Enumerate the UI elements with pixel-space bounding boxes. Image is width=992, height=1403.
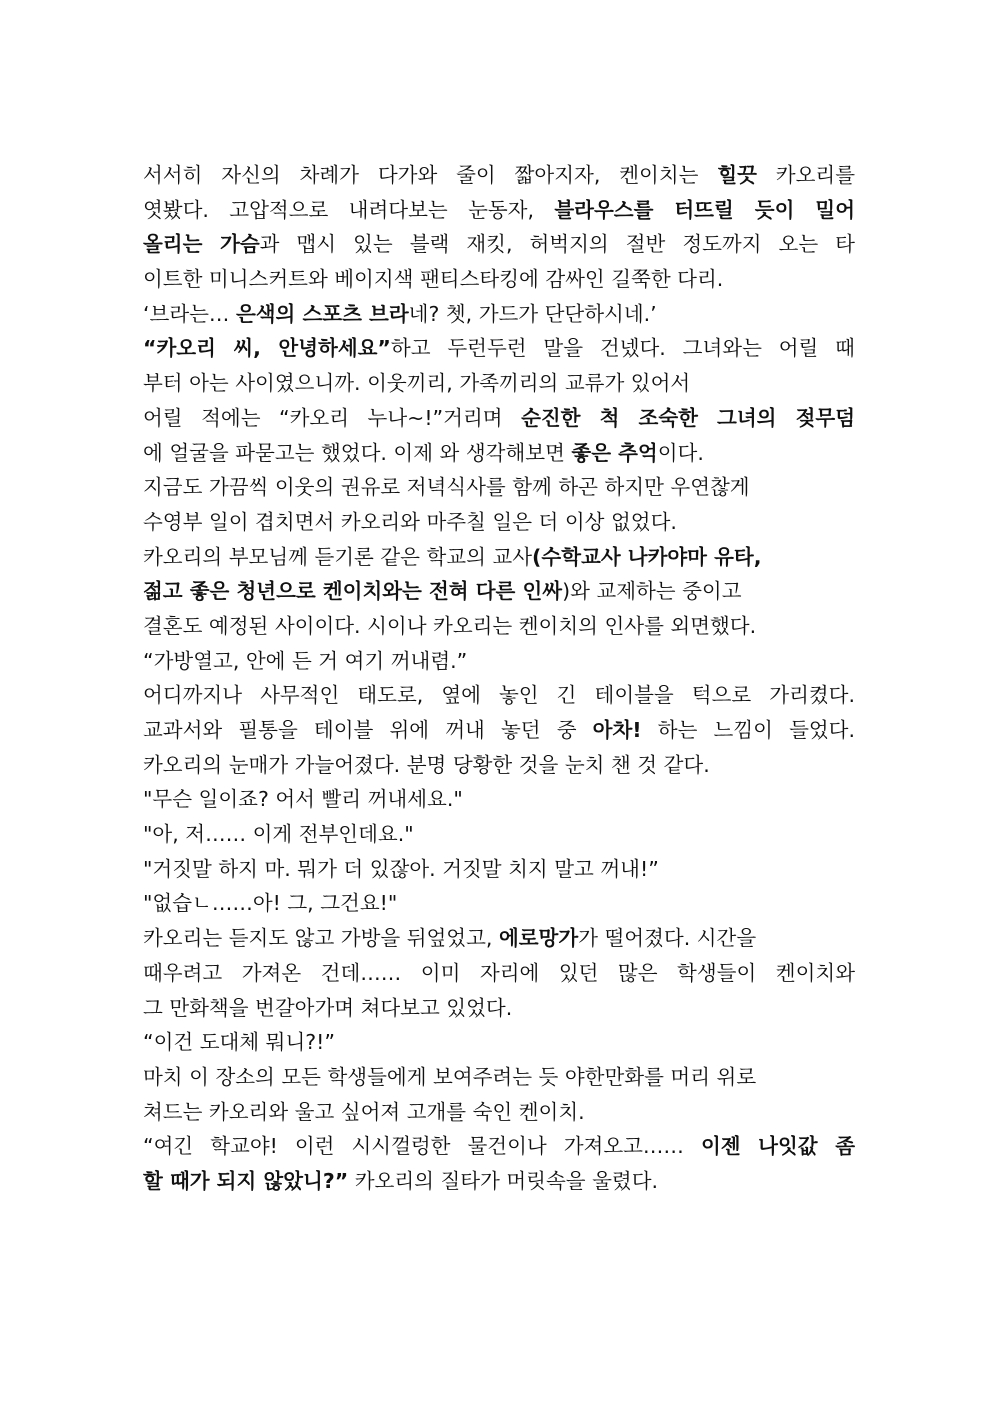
- text-line: [143, 331, 855, 366]
- text-segment: 이트한 미니스커트와 베이지색 팬티스타킹에 감싸인 길쭉한 다리.: [143, 267, 724, 292]
- text-segment: "없습ㄴ……아! 그, 그건요!": [143, 891, 398, 916]
- text-segment: 네? 쳇, 가드가 단단하시네.’: [408, 301, 657, 326]
- text-line: [143, 1060, 855, 1095]
- text-line: [143, 886, 855, 921]
- bold-text: 은색의 스포츠 브라: [235, 301, 409, 326]
- text-line: [143, 262, 855, 297]
- text-segment: "무슨 일이죠? 어서 빨리 꺼내세요.": [143, 787, 463, 812]
- text-line: [143, 1025, 855, 1060]
- text-segment: 부터 아는 사이였으니까. 이웃끼리, 가족끼리의 교류가 있어서: [143, 371, 691, 396]
- text-segment: 교과서와 필통을 테이블 위에 꺼내 놓던 중: [143, 718, 593, 742]
- bold-text: 아차!: [592, 718, 642, 742]
- text-line: [143, 817, 855, 852]
- text-segment: ‘브라는…: [143, 301, 236, 326]
- text-segment: 카오리의 눈매가 가늘어졌다. 분명 당황한 것을 눈치 챈 것 같다.: [143, 752, 710, 777]
- text-line: [143, 505, 855, 540]
- text-line: [143, 1164, 855, 1199]
- text-segment: 때우려고 가져온 건데…… 이미 자리에 있던 많은 학생들이 켄이치와: [143, 960, 855, 985]
- text-segment: 가 떨어졌다. 시간을: [578, 926, 757, 951]
- text-line: [143, 956, 855, 991]
- text-line: [143, 470, 855, 505]
- bold-text: “카오리 씨, 안녕하세요”: [143, 336, 391, 361]
- bold-text: 할 때가 되지 않았니?”: [143, 1168, 349, 1193]
- text-line: [143, 401, 855, 436]
- text-line: [143, 609, 855, 644]
- text-segment: 마치 이 장소의 모든 학생들에게 보여주려는 듯 야한만화를 머리 위로: [143, 1064, 757, 1089]
- text-line: [143, 921, 855, 956]
- text-segment: 하는 느낌이 들었다.: [641, 718, 855, 742]
- text-segment: 과 맵시 있는 블랙 재킷, 허벅지의 절반 정도까지 오는 타: [259, 232, 855, 257]
- text-segment: 카오리는 듣지도 않고 가방을 뒤엎었고,: [143, 926, 499, 951]
- text-line: [143, 748, 855, 783]
- text-segment: “여긴 학교야! 이런 시시껄렁한 물건이나 가져오고……: [143, 1134, 701, 1159]
- text-line: [143, 852, 855, 887]
- text-segment: 그 만화책을 번갈아가며 쳐다보고 있었다.: [143, 995, 513, 1020]
- text-segment: 에 얼굴을 파묻고는 했었다. 이제 와 생각해보면: [143, 440, 572, 465]
- text-segment: 어디까지나 사무적인 태도로, 옆에 놓인 긴 테이블을 턱으로 가리켰다.: [143, 683, 855, 708]
- bold-text: 힐끗: [717, 163, 757, 187]
- text-line: [143, 227, 855, 262]
- text-segment: 쳐드는 카오리와 울고 싶어져 고개를 숙인 켄이치.: [143, 1099, 585, 1124]
- text-line: [143, 713, 855, 748]
- bold-text: 순진한 척 조숙한 그녀의 젖무덤: [521, 405, 855, 430]
- text-line: [143, 1095, 855, 1130]
- text-segment: 하고 두런두런 말을 건넸다. 그녀와는 어릴 때: [390, 336, 855, 361]
- text-segment: 카오리의 부모님께 듣기론 같은 학교의 교사: [143, 544, 533, 569]
- text-line: [143, 644, 855, 679]
- text-segment: 엿봤다. 고압적으로 내려다보는 눈동자,: [143, 197, 555, 222]
- text-line: [143, 782, 855, 817]
- document-page: [143, 158, 855, 1199]
- bold-text: 젊고 좋은 청년으로 켄이치와는 전혀 다른 인싸: [143, 579, 563, 604]
- text-segment: "아, 저…… 이게 전부인데요.": [143, 822, 414, 847]
- bold-text: 블라우스를 터뜨릴 듯이 밀어: [554, 197, 855, 222]
- bold-text: 좋은 추억: [571, 440, 658, 465]
- text-line: [143, 193, 855, 228]
- text-segment: “가방열고, 안에 든 거 여기 꺼내렴.”: [143, 648, 468, 673]
- text-segment: 결혼도 예정된 사이이다. 시이나 카오리는 켄이치의 인사를 외면했다.: [143, 613, 757, 638]
- bold-text: 올리는 가슴: [143, 232, 260, 257]
- text-segment: 어릴 적에는 “카오리 누나~!”거리며: [143, 405, 522, 430]
- text-line: [143, 436, 855, 471]
- text-segment: 지금도 가끔씩 이웃의 권유로 저녁식사를 함께 하곤 하지만 우연찮게: [143, 475, 750, 500]
- text-line: [143, 366, 855, 401]
- text-line: [143, 158, 855, 193]
- text-segment: “이건 도대체 뭐니?!”: [143, 1030, 335, 1055]
- text-line: [143, 991, 855, 1026]
- text-line: [143, 1129, 855, 1164]
- bold-text: 에로망가: [498, 926, 579, 951]
- text-segment: 이다.: [657, 440, 704, 465]
- text-segment: 카오리의 질타가 머릿속을 울렸다.: [348, 1168, 659, 1193]
- text-line: [143, 574, 855, 609]
- text-segment: )와 교제하는 중이고: [562, 579, 742, 604]
- text-segment: "거짓말 하지 마. 뭐가 더 있잖아. 거짓말 치지 말고 꺼내!”: [143, 856, 659, 881]
- text-segment: 수영부 일이 겹치면서 카오리와 마주칠 일은 더 이상 없었다.: [143, 509, 677, 534]
- text-line: [143, 678, 855, 713]
- text-line: [143, 540, 855, 575]
- bold-text: 이젠 나잇값 좀: [700, 1134, 856, 1159]
- text-line: [143, 297, 855, 332]
- text-segment: 카오리를: [756, 163, 856, 187]
- bold-text: (수학교사 나카야마 유타,: [532, 544, 762, 569]
- text-segment: 서서히 자신의 차례가 다가와 줄이 짧아지자, 켄이치는: [143, 163, 718, 187]
